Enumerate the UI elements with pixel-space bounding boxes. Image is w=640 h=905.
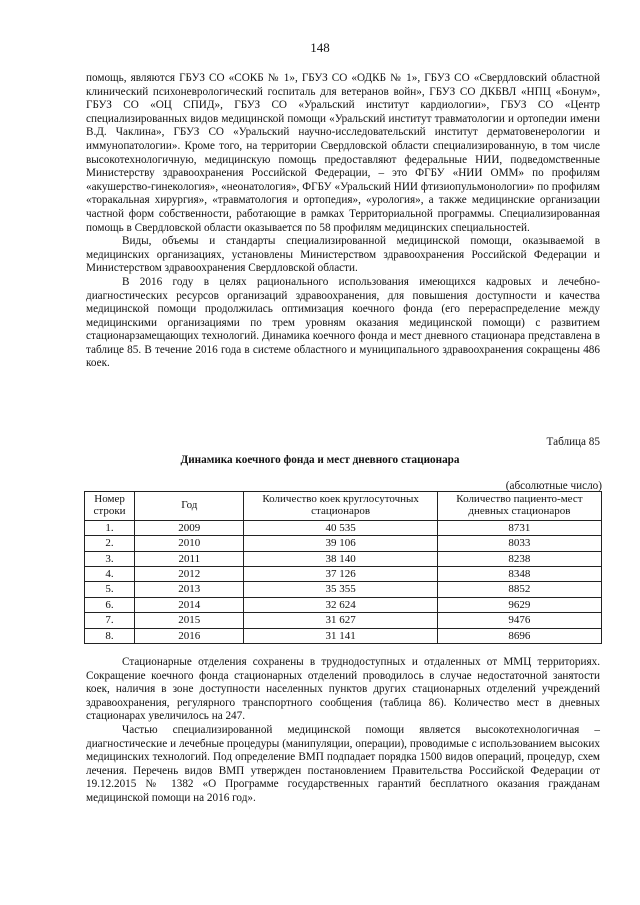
cell-row-number: 3. [85,551,135,566]
cell-day-places: 8852 [437,582,601,597]
header-year: Год [135,492,244,521]
table-row [85,551,602,566]
cell-year: 2015 [135,613,244,628]
table-row [85,520,602,535]
cell-year: 2016 [135,628,244,643]
header-beds: Количество коек круглосуточных стационаров [244,492,437,521]
table-row [85,566,602,581]
cell-day-places: 8348 [437,566,601,581]
table-row [85,582,602,597]
cell-day-places: 8238 [437,551,601,566]
paragraph: Стационарные отделения сохранены в труднодоступных и отдаленных от ММЦ территориях. Сокращение коечного фонда стационарных отделений проводилось в случае недостаточной занятости коек, наличия в зоне доступности населенных пунктов других стационарных отделений учреждений здравоохранения, регулярного транспортного сообщения (таблица 86). Количество мест в дневных стационарах увеличилось на 247. [86,656,600,723]
cell-row-number: 6. [85,597,135,612]
table-row [85,536,602,551]
cell-row-number: 1. [85,520,135,535]
table-row [85,613,602,628]
table-title: Динамика коечного фонда и мест дневного стационара [180,454,460,466]
cell-day-places: 9476 [437,613,601,628]
paragraph: помощь, являются ГБУЗ СО «СОКБ № 1», ГБУЗ СО «ОДКБ № 1», ГБУЗ СО «Свердловский областной клинический психоневрологический госпиталь для ветеранов войн», ГБУЗ СО ДКБВЛ «НПЦ «Бонум», ГБУЗ СО «ОЦ СПИД», ГБУЗ СО «Уральский институт кардиологии», ГБУЗ СО «Центр специализированных видов медицинской помощи «Уральский институт травматологии и ортопедии имени В.Д. Чаклина», ГБУЗ СО «Уральский научно-исследовательский институт дерматовенерологии и иммунопатологии». Кроме того, на территории Свердловской области специализированную, в том числе высокотехнологичную, медицинскую помощь предоставляют федеральные НИИ, подведомственные Министерству здравоохранения Российской Федерации, – это ФГБУ «НИИ ОММ» по профилям «акушерство-гинекология», «неонатология», ФГБУ «Уральский НИИ фтизиопульмонологии» по профилям «торакальная хирургия», «травматология и ортопедия», «урология», а также медицинские организации частной форм собственности, работающие в рамках Территориальной программы. Специализированная помощь в Свердловской области оказывается по 58 профилям медицинских специальностей. [86,72,600,234]
table-unit: (абсолютные число) [505,480,602,492]
cell-beds: 31 141 [244,628,437,643]
cell-day-places: 9629 [437,597,601,612]
data-table [84,491,602,644]
cell-year: 2009 [135,520,244,535]
paragraph: Виды, объемы и стандарты специализированной медицинской помощи, оказываемой в медицинских организациях, установлены Министерством здравоохранения Российской Федерации и Министерством здравоохранения Свердловской области. [86,235,600,275]
cell-year: 2012 [135,566,244,581]
table-caption: Таблица 85 [546,436,600,448]
cell-row-number: 8. [85,628,135,643]
cell-year: 2011 [135,551,244,566]
cell-day-places: 8033 [437,536,601,551]
table-row [85,628,602,643]
cell-beds: 38 140 [244,551,437,566]
header-row-number: Номер строки [85,492,135,521]
cell-day-places: 8696 [437,628,601,643]
cell-year: 2014 [135,597,244,612]
cell-row-number: 7. [85,613,135,628]
table-row [85,597,602,612]
paragraph: В 2016 году в целях рационального использования имеющихся кадровых и лечебно-диагностических ресурсов организаций здравоохранения, для повышения доступности и качества медицинской помощи продолжилась оптимизация коечного фонда (его перераспределение между медицинскими организациями по трем уровням оказания медицинской помощи) с развитием стационарзамещающих технологий. Динамика коечного фонда и мест дневного стационара представлена в таблице 85. В течение 2016 года в системе областного и муниципального здравоохранения сокращены 486 коек. [86,275,600,370]
paragraph: Частью специализированной медицинской помощи является высокотехнологичная – диагностические и лечебные процедуры (манипуляции, операции), проводимые с использованием высоких медицинских технологий. Под определение ВМП подпадает порядка 1500 видов операций, процедур, схем лечения. Перечень видов ВМП утвержден постановлением Правительства Российской Федерации от 19.12.2015 № 1382 «О Программе государственных гарантий бесплатного оказания гражданам медицинской помощи на 2016 год». [86,723,600,804]
body-text-top [86,72,600,371]
cell-row-number: 5. [85,582,135,597]
cell-row-number: 4. [85,566,135,581]
cell-year: 2013 [135,582,244,597]
cell-year: 2010 [135,536,244,551]
cell-row-number: 2. [85,536,135,551]
body-text-bottom [86,656,600,806]
header-day-places: Количество пациенто-мест дневных стационаров [437,492,601,521]
cell-beds: 39 106 [244,536,437,551]
cell-beds: 35 355 [244,582,437,597]
cell-day-places: 8731 [437,520,601,535]
cell-beds: 32 624 [244,597,437,612]
page-number: 148 [310,40,330,55]
cell-beds: 40 535 [244,520,437,535]
table-header-row [85,492,602,521]
cell-beds: 37 126 [244,566,437,581]
cell-beds: 31 627 [244,613,437,628]
